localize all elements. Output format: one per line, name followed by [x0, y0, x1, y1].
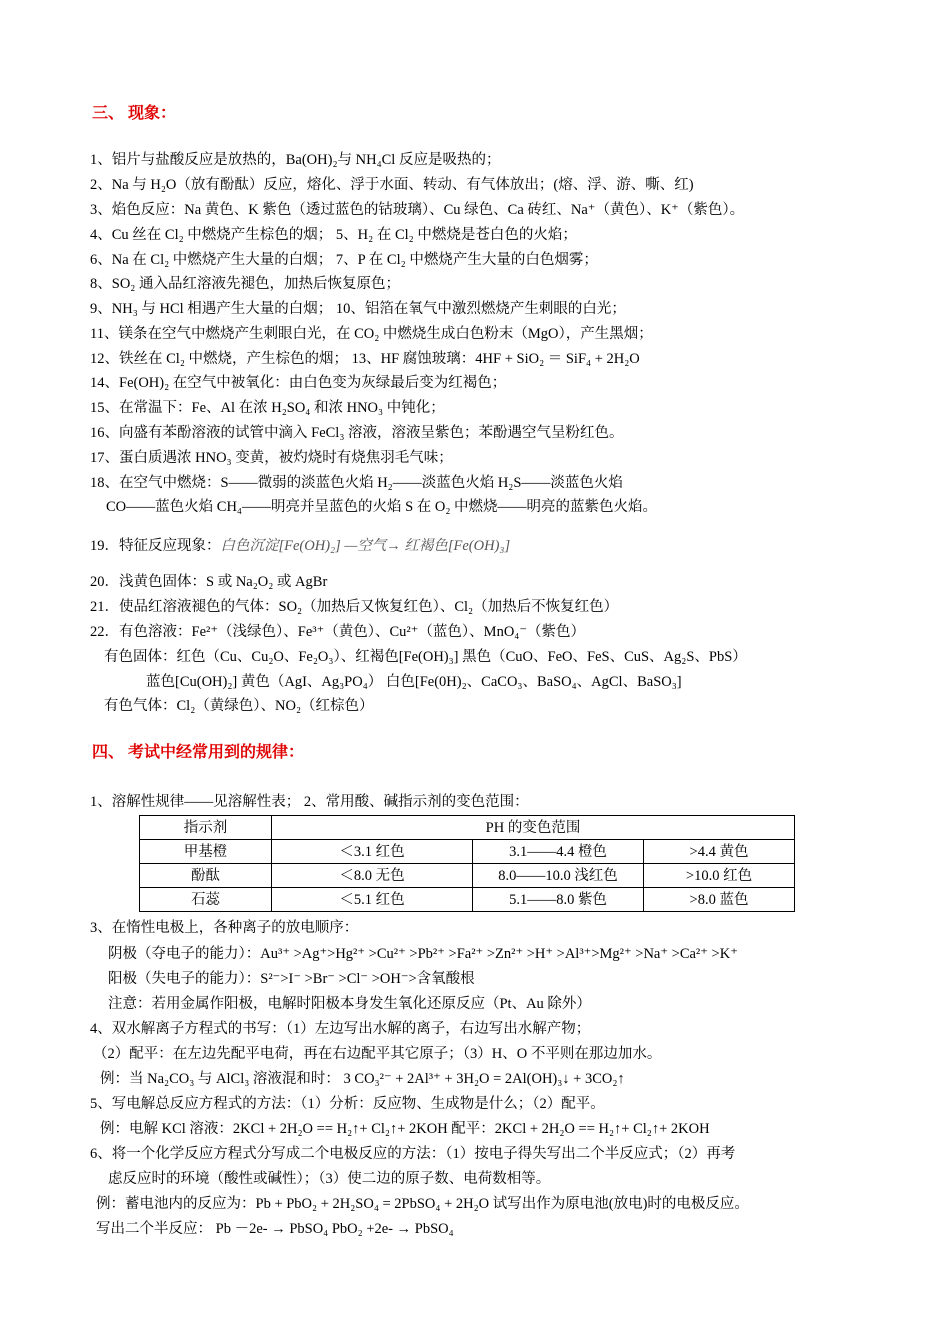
text-line: 3、在惰性电极上，各种离子的放电顺序：	[90, 920, 359, 936]
table-header-cell: PH 的变色范围	[272, 816, 795, 840]
table-cell: 8.0——10.0 浅红色	[473, 864, 644, 888]
text-line: 4、Cu 丝在 Cl₂ 中燃烧产生棕色的烟； 5、H₂ 在 Cl₂ 中燃烧是苍白色的火焰；	[90, 227, 577, 243]
text-line: 1、铝片与盐酸反应是放热的，Ba(OH)₂与 NH₄Cl 反应是吸热的；	[90, 152, 501, 168]
text-line: 虑反应时的环境（酸性或碱性）；（3）使二边的原子数、电荷数相等。	[108, 1171, 551, 1187]
table-cell: >8.0 蓝色	[644, 888, 795, 912]
text-line: 21．使品红溶液褪色的气体：SO₂（加热后又恢复红色）、Cl₂（加热后不恢复红色）	[90, 599, 619, 615]
table-cell: ＜5.1 红色	[272, 888, 473, 912]
text-line: 有色固体：红色（Cu、Cu₂O、Fe₂O₃）、红褐色[Fe(OH)₃] 黑色（CuO、FeO、FeS、CuS、Ag₂S、PbS）	[104, 649, 747, 665]
text-line: 9、NH₃ 与 HCl 相遇产生大量的白烟； 10、铝箔在氧气中激烈燃烧产生刺眼的白光；	[90, 301, 626, 317]
text-line: 5、写电解总反应方程式的方法：（1）分析：反应物、生成物是什么；（2）配平。	[90, 1096, 605, 1112]
text-line: 4、双水解离子方程式的书写：（1）左边写出水解的离子，右边写出水解产物；	[90, 1021, 591, 1037]
text-line: （2）配平：在左边先配平电荷，再在右边配平其它原子；（3）H、O 不平则在那边加水。	[93, 1046, 662, 1062]
text-line: 阳极（失电子的能力）：S²⁻>I⁻ >Br⁻ >Cl⁻ >OH⁻>含氧酸根	[108, 971, 475, 987]
table-row	[140, 840, 795, 864]
indicator-table	[139, 815, 795, 912]
text-line: 22．有色溶液：Fe²⁺（浅绿色）、Fe³⁺（黄色）、Cu²⁺（蓝色）、MnO₄⁻（紫色）	[90, 624, 585, 640]
text-line: 注意：若用金属作阳极，电解时阳极本身发生氧化还原反应（Pt、Au 除外）	[108, 996, 591, 1012]
text-line: 例：电解 KCl 溶液：2KCl + 2H₂O == H₂↑+ Cl₂↑+ 2KOH 配平：2KCl + 2H₂O == H₂↑+ Cl₂↑+ 2KOH	[100, 1121, 710, 1137]
text-line: 写出二个半反应： Pb －2e- → PbSO₄ PbO₂ +2e- → PbSO₄	[96, 1221, 454, 1237]
text-line: 18、在空气中燃烧：S——微弱的淡蓝色火焰 H₂——淡蓝色火焰 H₂S——淡蓝色火焰	[90, 475, 623, 491]
table-row	[140, 888, 795, 912]
text-line: 20．浅黄色固体：S 或 Na₂O₂ 或 AgBr	[90, 574, 328, 590]
table-cell: 甲基橙	[140, 840, 272, 864]
section-4-title: 四、 考试中经常用到的规律：	[92, 744, 305, 761]
text-line: 11、镁条在空气中燃烧产生刺眼白光，在 CO₂ 中燃烧生成白色粉末（MgO），产生黑烟；	[90, 326, 653, 342]
text-line: 12、铁丝在 Cl₂ 中燃烧，产生棕色的烟； 13、HF 腐蚀玻璃：4HF + SiO₂ ＝ SiF₄ + 2H₂O	[90, 351, 640, 367]
text-line: 有色气体：Cl₂（黄绿色）、NO₂（红棕色）	[104, 698, 374, 714]
line-19-formula: 白色沉淀[Fe(OH)₂] —空气→ 红褐色[Fe(OH)₃]	[220, 538, 511, 554]
table-cell: 石蕊	[140, 888, 272, 912]
text-line: 阴极（夺电子的能力）：Au³⁺ >Ag⁺>Hg²⁺ >Cu²⁺ >Pb²⁺ >Fa²⁺ >Zn²⁺ >H⁺ >Al³⁺>Mg²⁺ >Na⁺ >Ca²⁺ >K⁺	[108, 946, 738, 962]
table-cell: 5.1——8.0 紫色	[473, 888, 644, 912]
table-cell: ＜3.1 红色	[272, 840, 473, 864]
table-header-row	[140, 816, 795, 840]
text-line: 6、Na 在 Cl₂ 中燃烧产生大量的白烟； 7、P 在 Cl₂ 中燃烧产生大量的白色烟雾；	[90, 252, 598, 268]
text-line: 蓝色[Cu(OH)₂] 黄色（AgI、Ag₃PO₄） 白色[Fe(0H)₂、CaCO₃、BaSO₄、AgCl、BaSO₃]	[146, 674, 682, 690]
text-line: 16、向盛有苯酚溶液的试管中滴入 FeCl₃ 溶液，溶液呈紫色；苯酚遇空气呈粉红色。	[90, 425, 624, 441]
text-line: 14、Fe(OH)₂ 在空气中被氧化：由白色变为灰绿最后变为红褐色；	[90, 375, 507, 391]
table-header-cell: 指示剂	[140, 816, 272, 840]
text-line: 8、SO₂ 通入品红溶液先褪色，加热后恢复原色；	[90, 276, 400, 292]
text-line: 1、溶解性规律——见溶解性表； 2、常用酸、碱指示剂的变色范围：	[90, 794, 529, 810]
text-line: 15、在常温下：Fe、Al 在浓 H₂SO₄ 和浓 HNO₃ 中钝化；	[90, 400, 445, 416]
table-cell: >10.0 红色	[644, 864, 795, 888]
table-cell: >4.4 黄色	[644, 840, 795, 864]
text-line: 例：蓄电池内的反应为：Pb + PbO₂ + 2H₂SO₄ = 2PbSO₄ + 2H₂O 试写出作为原电池(放电)时的电极反应。	[96, 1196, 749, 1212]
text-line-19	[90, 536, 510, 556]
text-line: 17、蛋白质遇浓 HNO₃ 变黄，被灼烧时有烧焦羽毛气味；	[90, 450, 453, 466]
line-19-prefix: 19．特征反应现象：	[90, 538, 221, 554]
text-line: CO——蓝色火焰 CH₄——明亮并呈蓝色的火焰 S 在 O₂ 中燃烧——明亮的蓝紫色火焰。	[106, 499, 658, 515]
table-cell: 酚酞	[140, 864, 272, 888]
text-line: 2、Na 与 H₂O（放有酚酞）反应，熔化、浮于水面、转动、有气体放出；(熔、浮、游、嘶、红)	[90, 177, 694, 193]
table-cell: ＜8.0 无色	[272, 864, 473, 888]
table-row	[140, 864, 795, 888]
text-line: 6、将一个化学反应方程式分写成二个电极反应的方法：（1）按电子得失写出二个半反应式；（2）再考	[90, 1146, 736, 1162]
text-line: 例：当 Na₂CO₃ 与 AlCl₃ 溶液混和时： 3 CO₃²⁻ + 2Al³⁺ + 3H₂O = 2Al(OH)₃↓ + 3CO₂↑	[100, 1071, 625, 1087]
section-3-title: 三、 现象：	[92, 105, 177, 122]
text-line: 3、焰色反应：Na 黄色、K 紫色（透过蓝色的钴玻璃）、Cu 绿色、Ca 砖红、Na⁺（黄色）、K⁺（紫色）。	[90, 202, 745, 218]
table-cell: 3.1——4.4 橙色	[473, 840, 644, 864]
